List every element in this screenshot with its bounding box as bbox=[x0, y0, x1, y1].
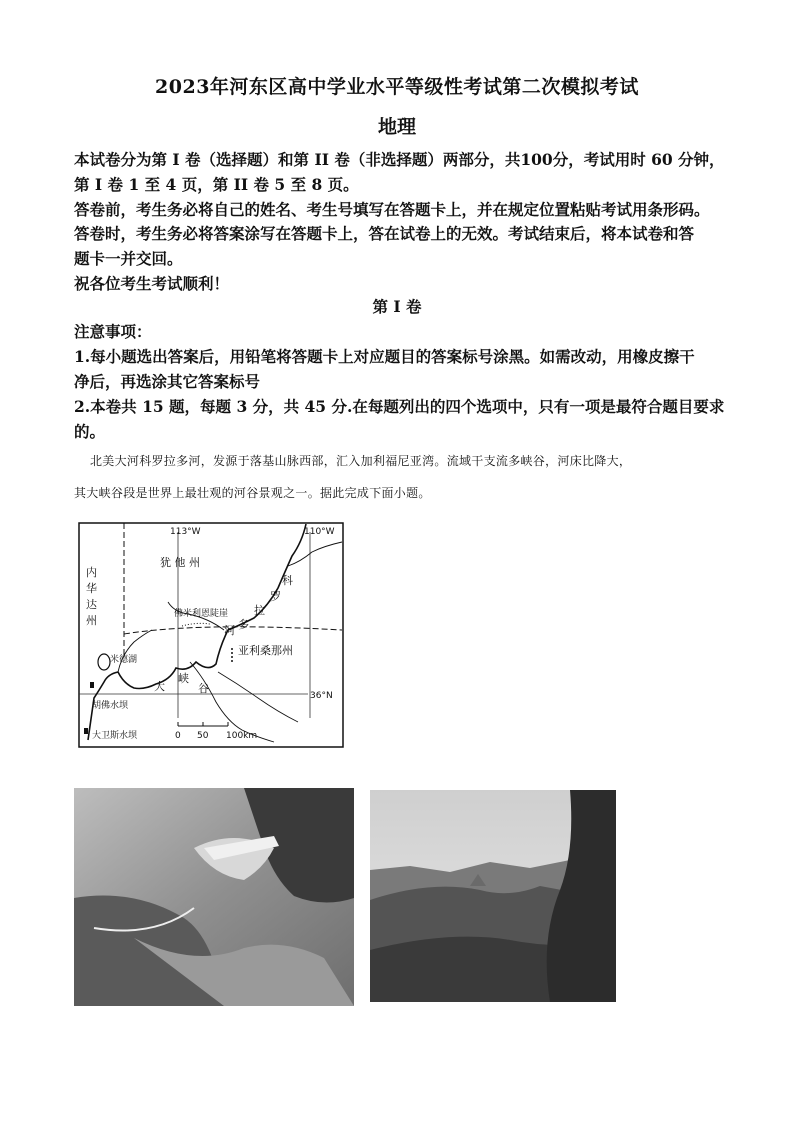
dam-photo bbox=[74, 788, 354, 1006]
scale-50: 50 bbox=[197, 731, 209, 741]
canyon-label-1: 大 bbox=[154, 680, 165, 693]
passage-line-2: 其大峡谷段是世界上最壮观的河谷景观之一。据此完成下面小题。 bbox=[74, 486, 431, 500]
intro-line-1: 本试卷分为第 I 卷（选择题）和第 II 卷（非选择题）两部分，共100分，考试用时 60 分钟， bbox=[74, 150, 725, 169]
section-heading: 第 I 卷 bbox=[372, 297, 422, 316]
nevada-label-4: 州 bbox=[86, 614, 97, 627]
notice-1b: 净后，再选涂其它答案标号 bbox=[74, 372, 261, 391]
intro-line-5: 题卡一并交回。 bbox=[74, 249, 183, 268]
lake-mead-label: 米德湖 bbox=[110, 655, 138, 665]
notice-title: 注意事项： bbox=[74, 322, 152, 341]
utah-label: 犹 他 州 bbox=[160, 556, 200, 569]
notice-2a: 2.本卷共 15 题，每题 3 分，共 45 分.在每题列出的四个选项中，只有一项是最符合题目要求 bbox=[74, 397, 725, 416]
scale-0: 0 bbox=[175, 731, 181, 741]
intro-line-6: 祝各位考生考试顺利！ bbox=[74, 274, 230, 293]
notice-2b: 的。 bbox=[74, 422, 106, 441]
river-label-3: 拉 bbox=[254, 604, 265, 617]
canyon-label-3: 谷 bbox=[198, 682, 209, 695]
nevada-label-2: 华 bbox=[86, 582, 97, 595]
nevada-label-1: 内 bbox=[86, 566, 97, 579]
lon-110-label: 110°W bbox=[304, 527, 335, 537]
passage-line-1: 北美大河科罗拉多河，发源于落基山脉西部，汇入加利福尼亚湾。流域干支流多峡谷，河床比降大， bbox=[90, 454, 632, 468]
river-label-1: 科 bbox=[282, 574, 293, 587]
intro-line-2: 第 I 卷 1 至 4 页，第 II 卷 5 至 8 页。 bbox=[74, 175, 359, 194]
intro-line-4: 答卷时，考生务必将答案涂写在答题卡上，答在试卷上的无效。考试结束后，将本试卷和答 bbox=[74, 224, 695, 243]
nevada-label-3: 达 bbox=[86, 598, 97, 611]
colorado-river-map bbox=[78, 522, 344, 748]
canyon-label-2: 峡 bbox=[178, 672, 189, 685]
river-label-2: 罗 bbox=[270, 590, 281, 603]
intro-line-3: 答卷前，考生务必将自己的姓名、考生号填写在答题卡上，并在规定位置粘贴考试用条形码。 bbox=[74, 200, 710, 219]
subject-title: 地理 bbox=[377, 116, 416, 138]
arizona-label: 亚利桑那州 bbox=[238, 644, 293, 657]
lon-113-label: 113°W bbox=[170, 527, 201, 537]
notice-1a: 1.每小题选出答案后，用铅笔将答题卡上对应题目的答案标号涂黑。如需改动，用橡皮擦干 bbox=[74, 347, 695, 366]
river-label-5: 河 bbox=[224, 624, 235, 637]
davis-dam-label: 大卫斯水坝 bbox=[92, 731, 138, 741]
river-label-4: 多 bbox=[238, 618, 249, 631]
hoover-dam-label: 胡佛水坝 bbox=[92, 701, 129, 711]
lat-36-label: 36°N bbox=[310, 691, 333, 701]
exam-title: 2023年河东区高中学业水平等级性考试第二次模拟考试 bbox=[155, 76, 639, 98]
vermilion-cliffs-label: 佛米利恩陡崖 bbox=[174, 609, 229, 619]
scale-100: 100km bbox=[226, 731, 258, 741]
canyon-photo bbox=[370, 790, 616, 1002]
